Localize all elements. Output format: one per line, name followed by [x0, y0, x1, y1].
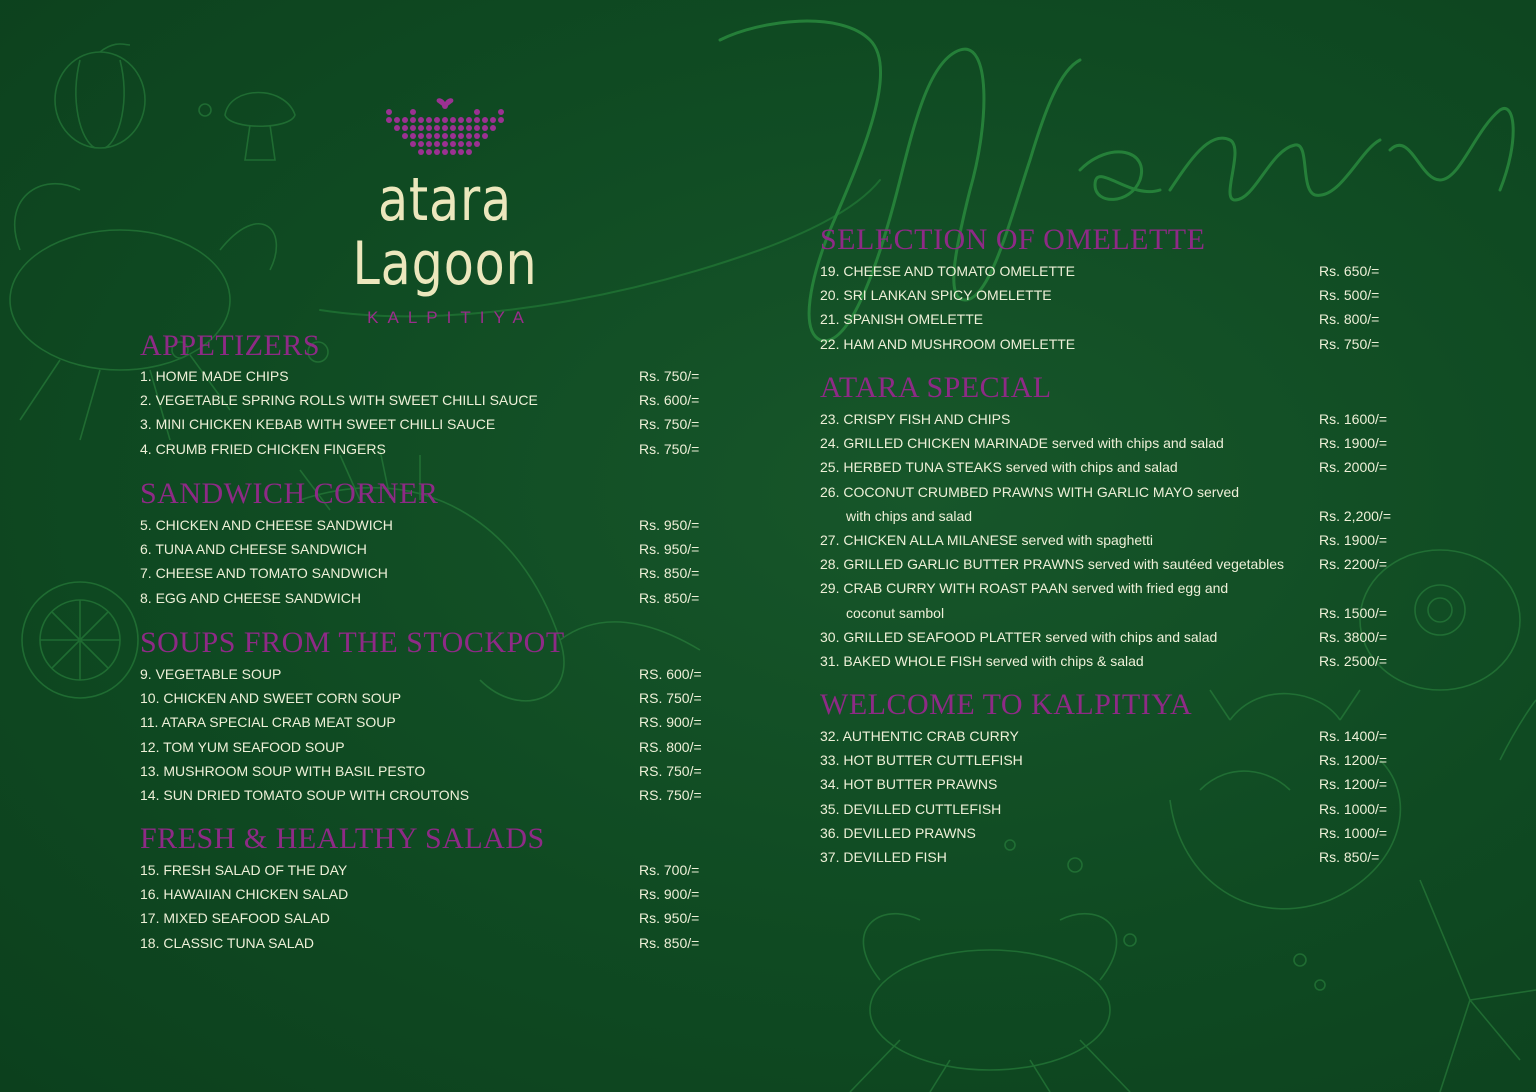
menu-item-price: Rs. 2500/=	[1319, 652, 1388, 669]
menu-item-label: 29. CRAB CURRY WITH ROAST PAAN served with fried egg and	[820, 580, 1229, 597]
menu-item-label: 15. FRESH SALAD OF THE DAY	[140, 862, 348, 878]
menu-item-price: Rs. 1400/=	[1319, 728, 1388, 744]
section-title-atara-special: ATARA SPECIAL	[820, 371, 1052, 404]
menu-item-label: 5. CHICKEN AND CHEESE SANDWICH	[140, 517, 393, 533]
section-title-sandwich-corner: SANDWICH CORNER	[140, 477, 439, 510]
menu-item-label: 10. CHICKEN AND SWEET CORN SOUP	[140, 690, 402, 707]
section-title-salads: FRESH & HEALTHY SALADS	[140, 822, 545, 855]
menu-item-label: 35. DEVILLED CUTTLEFISH	[820, 800, 1002, 817]
menu-item-label: 16. HAWAIIAN CHICKEN SALAD	[140, 886, 349, 903]
menu-item-price: RS. 750/=	[639, 690, 702, 707]
menu-item-price: Rs. 600/=	[639, 392, 700, 409]
menu-item-price: Rs. 1200/=	[1319, 752, 1388, 769]
menu-item-label: 2. VEGETABLE SPRING ROLLS WITH SWEET CHILLI SAUCE	[140, 392, 538, 409]
menu-item-price: RS. 800/=	[639, 738, 702, 755]
menu-item-price: Rs. 3800/=	[1319, 628, 1388, 645]
menu-item-label: 25. HERBED TUNA STEAKS served with chips and salad	[820, 459, 1178, 476]
menu-item-label: 17. MIXED SEAFOOD SALAD	[140, 910, 330, 927]
menu-item-label: 31. BAKED WHOLE FISH served with chips & salad	[820, 652, 1144, 669]
menu-item-label: 11. ATARA SPECIAL CRAB MEAT SOUP	[140, 714, 396, 731]
section-title-appetizers: APPETIZERS	[140, 329, 321, 362]
menu-item-label: 27. CHICKEN ALLA MILANESE served with spaghetti	[820, 531, 1154, 548]
menu-item-price: Rs. 850/=	[1319, 848, 1380, 865]
menu-item-price: Rs. 900/=	[639, 886, 700, 903]
menu-item-label: 14. SUN DRIED TOMATO SOUP WITH CROUTONS	[140, 786, 470, 803]
menu-item-label: 9. VEGETABLE SOUP	[140, 666, 282, 682]
menu-item-label: 36. DEVILLED PRAWNS	[820, 824, 976, 841]
menu-item-label: 13. MUSHROOM SOUP WITH BASIL PESTO	[140, 762, 426, 779]
brand-location: KALPITIYA	[367, 308, 533, 327]
section-title-welcome-to-kalpitiya: WELCOME TO KALPITIYA	[820, 688, 1193, 721]
menu-item-price: Rs. 750/=	[639, 368, 700, 384]
menu-item-label: 34. HOT BUTTER PRAWNS	[820, 776, 998, 793]
menu-item-price: Rs. 950/=	[639, 517, 700, 533]
menu-item-label: 30. GRILLED SEAFOOD PLATTER served with chips and salad	[820, 628, 1218, 645]
menu-item-label: 3. MINI CHICKEN KEBAB WITH SWEET CHILLI SAUCE	[140, 416, 496, 433]
menu-item-label: 21. SPANISH OMELETTE	[820, 311, 984, 328]
menu-item-label: 22. HAM AND MUSHROOM OMELETTE	[820, 335, 1076, 352]
menu-item-label: 18. CLASSIC TUNA SALAD	[140, 934, 315, 951]
menu-item-label: 8. EGG AND CHEESE SANDWICH	[140, 589, 361, 606]
menu-item-price: Rs. 950/=	[639, 541, 700, 558]
menu-item-label: 33. HOT BUTTER CUTTLEFISH	[820, 752, 1023, 769]
brand-name: atara Lagoon	[352, 165, 538, 299]
menu-item-price: Rs. 750/=	[1319, 335, 1380, 352]
menu-item-price: RS. 750/=	[639, 786, 702, 803]
menu-item-price: Rs. 2,200/=	[1319, 507, 1391, 524]
brand-logo	[280, 90, 610, 328]
menu-item-label: 37. DEVILLED FISH	[820, 848, 947, 865]
menu-item-label: 26. COCONUT CRUMBED PRAWNS WITH GARLIC MAYO served	[820, 483, 1240, 500]
menu-item-label: coconut sambol	[846, 604, 945, 621]
menu-item-price: Rs. 2000/=	[1319, 459, 1388, 476]
menu-item-label: 24. GRILLED CHICKEN MARINADE served with chips and salad	[820, 435, 1224, 452]
menu-item-price: Rs. 750/=	[639, 416, 700, 433]
menu-item-label: 19. CHEESE AND TOMATO OMELETTE	[820, 263, 1075, 279]
menu-item-label: 28. GRILLED GARLIC BUTTER PRAWNS served with sautéed vegetables	[820, 556, 1284, 573]
menu-item-price: Rs. 650/=	[1319, 263, 1380, 279]
crown-icon	[385, 90, 505, 160]
menu-item-label: 20. SRI LANKAN SPICY OMELETTE	[820, 287, 1052, 304]
menu-item-price: Rs. 750/=	[639, 440, 700, 457]
menu-item-label: with chips and salad	[846, 507, 973, 524]
menu-item-label: 1. HOME MADE CHIPS	[140, 368, 289, 384]
menu-item-price: Rs. 1500/=	[1319, 604, 1388, 621]
menu-item-price: Rs. 1200/=	[1319, 776, 1388, 793]
menu-item-label: 4. CRUMB FRIED CHICKEN FINGERS	[140, 440, 386, 457]
menu-item-price: Rs. 850/=	[639, 565, 700, 582]
menu-item-price: Rs. 500/=	[1319, 287, 1380, 304]
menu-item-price: Rs. 1900/=	[1319, 531, 1388, 548]
menu-item-price: Rs. 700/=	[639, 862, 700, 878]
menu-item-price: Rs. 850/=	[639, 589, 700, 606]
menu-item-label: 32. AUTHENTIC CRAB CURRY	[820, 728, 1019, 744]
section-title-omelette: SELECTION OF OMELETTE	[820, 223, 1206, 256]
menu-item-price: Rs. 950/=	[639, 910, 700, 927]
menu-item-price: RS. 750/=	[639, 762, 702, 779]
menu-item-price: Rs. 2200/=	[1319, 556, 1388, 573]
menu-item-price: Rs. 1000/=	[1319, 800, 1388, 817]
menu-item-price: Rs. 1600/=	[1319, 411, 1388, 427]
menu-item-price: Rs. 850/=	[639, 934, 700, 951]
menu-item-price: Rs. 1900/=	[1319, 435, 1388, 452]
menu-item-price: Rs. 1000/=	[1319, 824, 1388, 841]
menu-item-label: 7. CHEESE AND TOMATO SANDWICH	[140, 565, 388, 582]
menu-item-label: 23. CRISPY FISH AND CHIPS	[820, 411, 1011, 427]
menu-item-label: 12. TOM YUM SEAFOOD SOUP	[140, 738, 345, 755]
menu-item-label: 6. TUNA AND CHEESE SANDWICH	[140, 541, 367, 558]
section-title-soups: SOUPS FROM THE STOCKPOT	[140, 626, 565, 659]
menu-item-price: Rs. 800/=	[1319, 311, 1380, 328]
menu-item-price: RS. 600/=	[639, 666, 702, 682]
menu-item-price: RS. 900/=	[639, 714, 702, 731]
